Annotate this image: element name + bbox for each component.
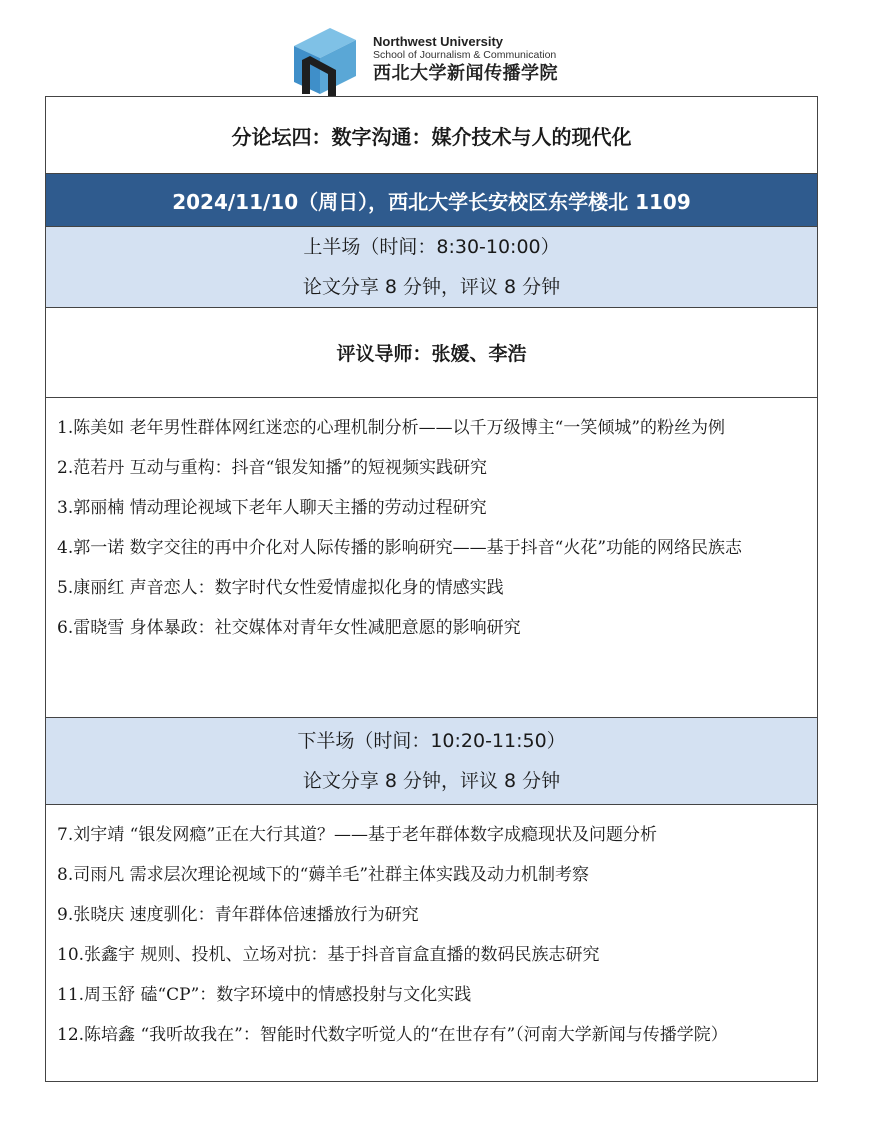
paper-item: 6.雷晓雪 身体暴政：社交媒体对青年女性减肥意愿的影响研究 [57,618,521,638]
session1-header [46,227,817,308]
session2-format: 论文分享 8 分钟，评议 8 分钟 [302,770,561,792]
paper-item: 4.郭一诺 数字交往的再中介化对人际传播的影响研究——基于抖音“火花”功能的网络民族志 [57,538,743,558]
date-location-bar: 2024/11/10（周日），西北大学长安校区东学楼北 1109 [46,174,817,227]
paper-item: 9.张晓庆 速度驯化：青年群体倍速播放行为研究 [57,905,419,925]
forum-title: 分论坛四：数字沟通：媒介技术与人的现代化 [46,97,817,174]
paper-item: 11.周玉舒 磕“CP”：数字环境中的情感投射与文化实践 [57,985,472,1005]
logo-english-school: School of Journalism & Communication [373,49,557,61]
session1-title: 上半场（时间：8:30-10:00） [303,236,560,258]
paper-item: 3.郭丽楠 情动理论视域下老年人聊天主播的劳动过程研究 [57,498,487,518]
session2-title: 下半场（时间：10:20-11:50） [297,730,566,752]
paper-item: 5.康丽红 声音恋人：数字时代女性爱情虚拟化身的情感实践 [57,578,504,598]
paper-item: 12.陈培鑫 “我听故我在”：智能时代数字听觉人的“在世存有”（河南大学新闻与传播学院） [57,1025,728,1045]
logo-chinese-name: 西北大学新闻传播学院 [373,63,558,84]
paper-item: 8.司雨凡 需求层次理论视域下的“薅羊毛”社群主体实践及动力机制考察 [57,865,590,885]
paper-item: 1.陈美如 老年男性群体网红迷恋的心理机制分析——以千万级博主“一笑倾城”的粉丝为例 [57,418,726,438]
session1-paper-list [46,398,817,718]
logo-english-name: Northwest University [373,34,504,49]
session2-paper-list [46,805,817,1081]
paper-item: 7.刘宇靖 “银发网瘾”正在大行其道？——基于老年群体数字成瘾现状及问题分析 [57,825,658,845]
session1-format: 论文分享 8 分钟，评议 8 分钟 [302,276,561,298]
schedule-table [45,96,818,1082]
paper-item: 10.张鑫宇 规则、投机、立场对抗：基于抖音盲盒直播的数码民族志研究 [57,945,600,965]
cube-logo-icon [290,20,368,98]
reviewers-row: 评议导师：张媛、李浩 [46,308,817,398]
session2-header [46,718,817,805]
paper-item: 2.范若丹 互动与重构：抖音“银发知播”的短视频实践研究 [57,458,488,478]
school-logo [290,20,610,98]
